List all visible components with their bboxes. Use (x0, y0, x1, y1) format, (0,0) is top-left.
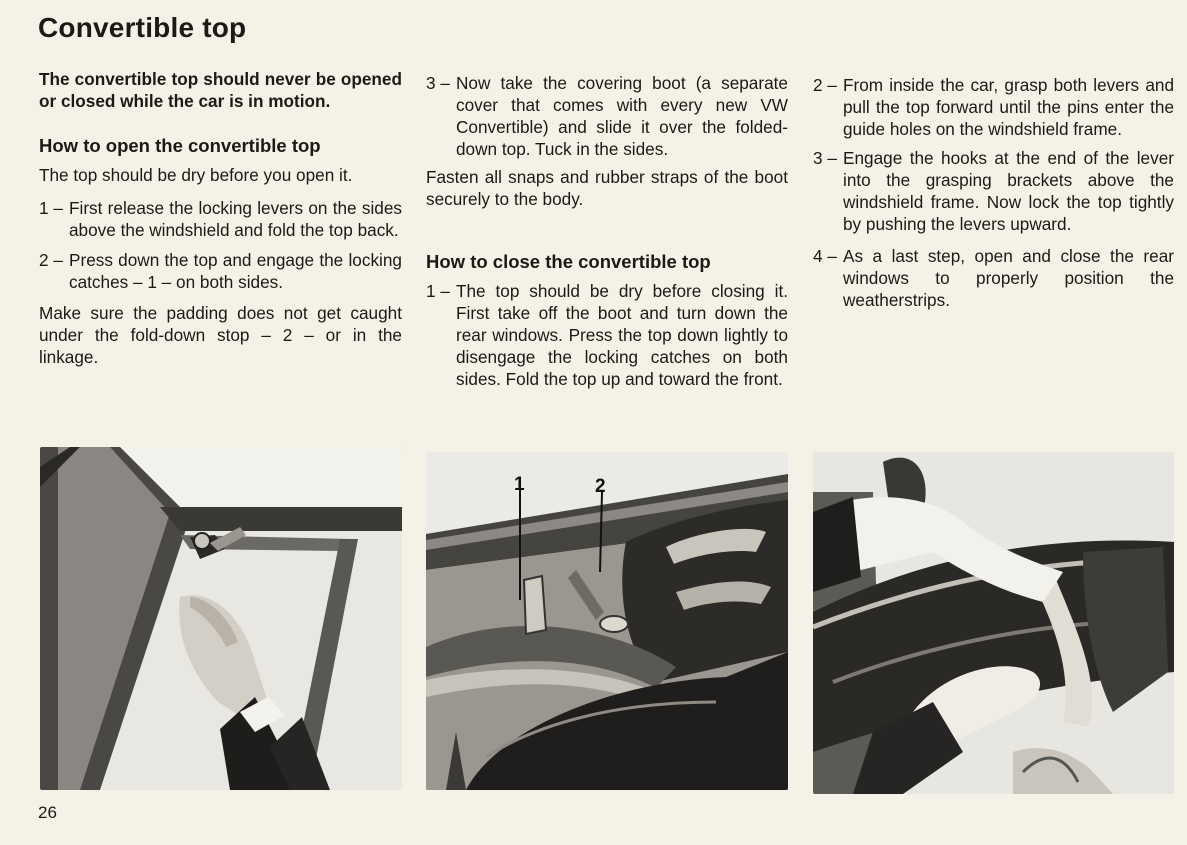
locking-lever-illustration (40, 447, 402, 790)
column-1 (39, 68, 402, 368)
callout-2-label: 2 (595, 476, 606, 497)
step-number: 3 – (426, 73, 450, 93)
callout-1-label: 1 (514, 474, 525, 495)
open-step-3 (426, 72, 788, 160)
folded-top-illustration (426, 452, 788, 790)
closing-top-illustration (813, 452, 1174, 794)
open-step-1 (39, 197, 402, 241)
step-text: As a last step, open and close the rear windows to properly position the weatherstrips. (843, 246, 1174, 310)
step-number: 2 – (39, 250, 63, 270)
boot-fasten-note: Fasten all snaps and rubber straps of the boot securely to the body. (426, 167, 788, 209)
open-top-heading: How to open the convertible top (39, 135, 321, 156)
close-top-heading: How to close the convertible top (426, 251, 711, 272)
step-number: 1 – (39, 198, 63, 218)
close-step-2 (813, 74, 1174, 140)
step-text: Now take the covering boot (a separate cover that comes with every new VW Convertible) and slide it over the folded-down top. Tuck in the sides. (456, 73, 788, 159)
step-text: First release the locking levers on the sides above the windshield and fold the top back. (69, 198, 402, 240)
column-3 (813, 74, 1174, 311)
step-text: Press down the top and engage the locking catches – 1 – on both sides. (69, 250, 402, 292)
step-number: 1 – (426, 281, 450, 301)
safety-warning: The convertible top should never be opened or closed while the car is in motion. (39, 69, 402, 111)
step-number: 4 – (813, 246, 837, 266)
page-number: 26 (38, 803, 57, 822)
open-top-intro: The top should be dry before you open it. (39, 165, 353, 185)
page-title: Convertible top (38, 12, 247, 43)
close-step-4 (813, 245, 1174, 311)
photo-closing-top (813, 452, 1174, 794)
column-2 (426, 72, 788, 390)
close-step-1 (426, 280, 788, 390)
photo-folded-top (426, 452, 788, 790)
photo-locking-lever (40, 447, 402, 790)
padding-note: Make sure the padding does not get caught under the fold-down stop – 2 – or in the linkage. (39, 303, 402, 367)
step-number: 3 – (813, 148, 837, 168)
step-text: Engage the hooks at the end of the lever into the grasping brackets above the windshield frame. Now lock the top tightly by pushing the levers upward. (843, 148, 1174, 234)
step-text: From inside the car, grasp both levers and pull the top forward until the pins enter the guide holes on the windshield frame. (843, 75, 1174, 139)
open-step-2 (39, 249, 402, 293)
step-number: 2 – (813, 75, 837, 95)
step-text: The top should be dry before closing it. First take off the boot and turn down the rear windows. Press the top down lightly to disengage the locking catches on both sides. Fold the top up and toward the front. (456, 281, 788, 389)
close-step-3 (813, 147, 1174, 235)
